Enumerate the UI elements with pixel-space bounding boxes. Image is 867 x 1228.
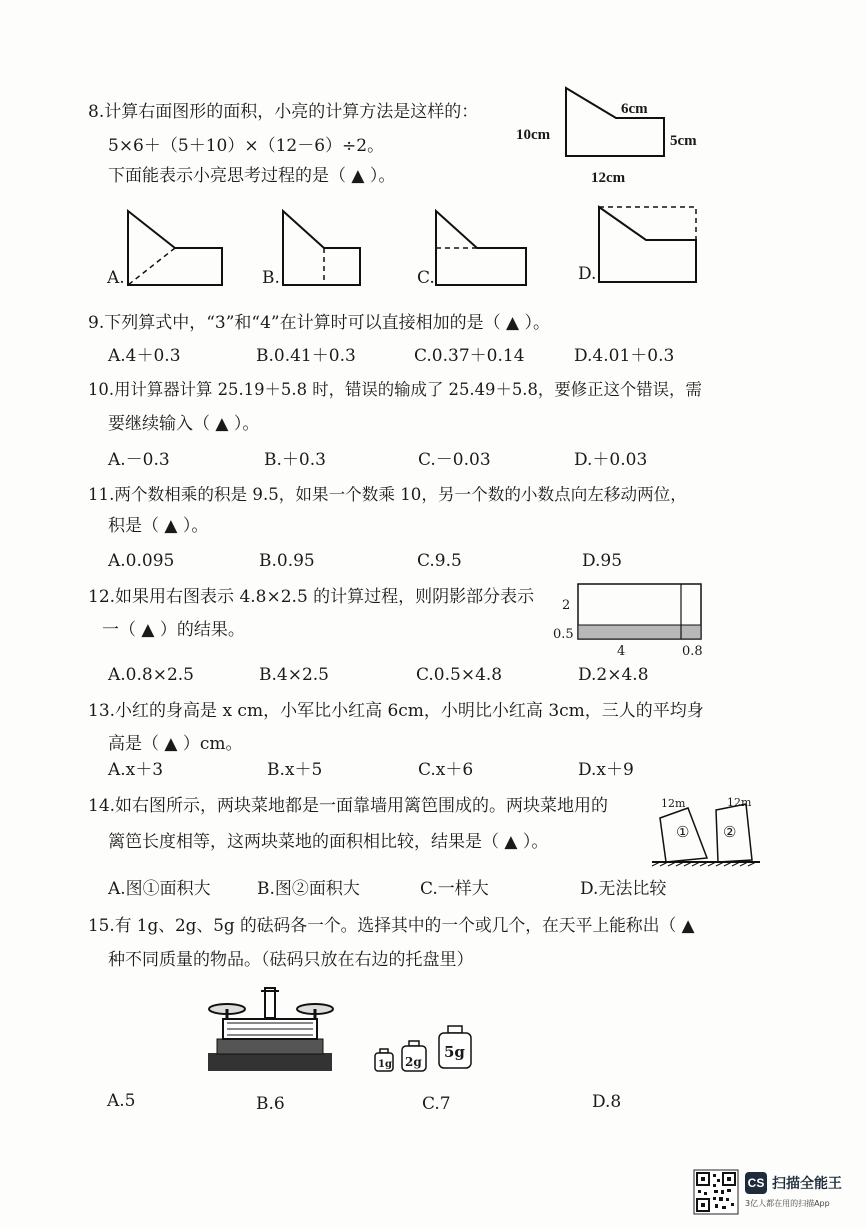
q8-option-d-figure <box>596 204 700 286</box>
camscanner-logo: CS <box>745 1172 767 1194</box>
q13-option-a[interactable]: A.x＋3 <box>108 760 164 780</box>
q10-option-a[interactable]: A.－0.3 <box>108 450 170 470</box>
q14-option-a[interactable]: A.图①面积大 <box>108 879 211 899</box>
q15-option-c[interactable]: C.7 <box>422 1094 451 1114</box>
q10-line2: 要继续输入（ ▲ ）。 <box>108 414 260 434</box>
q14-len-2: 12m <box>727 796 752 809</box>
q12-line2: 一（ ▲ ）的结果。 <box>102 620 245 640</box>
q15-option-a[interactable]: A.5 <box>107 1091 136 1111</box>
q11-line1: 11.两个数相乘的积是 9.5，如果一个数乘 10，另一个数的小数点向左移动两位， <box>88 485 687 504</box>
q14-plot-2: ② <box>723 823 737 841</box>
q13-option-d[interactable]: D.x＋9 <box>578 760 634 780</box>
q12-label-4: 4 <box>617 644 626 659</box>
q8-option-d[interactable]: D. <box>578 264 597 284</box>
q8-option-a-figure <box>125 208 225 288</box>
q10-line1: 10.用计算器计算 25.19＋5.8 时，错误的输成了 25.49＋5.8，要修正这个错误，需 <box>88 380 702 399</box>
q10-option-b[interactable]: B.＋0.3 <box>264 450 326 470</box>
q14-line1: 14.如右图所示，两块菜地都是一面靠墙用篱笆围成的。两块菜地用的 <box>88 796 609 816</box>
q14-option-c[interactable]: C.一样大 <box>420 879 489 899</box>
q8-option-b-figure <box>280 208 365 288</box>
q8-option-c-figure <box>433 208 533 288</box>
q9-option-d[interactable]: D.4.01＋0.3 <box>574 346 675 366</box>
q11-option-d[interactable]: D.95 <box>582 551 623 571</box>
q12-option-d[interactable]: D.2×4.8 <box>578 665 649 685</box>
q8-main-figure <box>560 85 720 165</box>
q11-option-a[interactable]: A.0.095 <box>108 551 175 571</box>
q8-option-a[interactable]: A. <box>107 268 125 288</box>
q10-option-d[interactable]: D.＋0.03 <box>574 450 648 470</box>
balance-scale-image <box>205 985 335 1075</box>
weight-5g-label: 5g <box>444 1043 465 1061</box>
q14-len-1: 12m <box>661 797 686 810</box>
q12-label-2: 2 <box>562 598 571 613</box>
q15-option-d[interactable]: D.8 <box>592 1092 622 1112</box>
q13-line2: 高是（ ▲ ）cm。 <box>108 734 243 754</box>
q14-plot-1: ① <box>676 823 690 841</box>
q8-option-b[interactable]: B. <box>262 268 280 288</box>
q14-line2: 篱笆长度相等，这两块菜地的面积相比较，结果是（ ▲ ）。 <box>108 832 549 852</box>
q8-label-left: 10cm <box>516 127 551 143</box>
q12-option-c[interactable]: C.0.5×4.8 <box>416 665 503 685</box>
weight-2g-label: 2g <box>405 1055 422 1069</box>
q15-line2: 种不同质量的物品。（砝码只放在右边的托盘里） <box>108 950 474 970</box>
camscanner-brand: 扫描全能王 <box>772 1176 842 1192</box>
q9-option-a[interactable]: A.4＋0.3 <box>108 346 181 366</box>
q14-option-b[interactable]: B.图②面积大 <box>257 879 360 899</box>
q12-option-b[interactable]: B.4×2.5 <box>259 665 329 685</box>
q13-line1: 13.小红的身高是 x cm，小军比小红高 6cm，小明比小红高 3cm，三人的平均身 <box>88 701 704 721</box>
q8-option-c[interactable]: C. <box>417 268 435 288</box>
q8-line2: 5×6＋（5＋10）×（12－6）÷2。 <box>108 136 385 156</box>
q13-option-c[interactable]: C.x＋6 <box>418 760 474 780</box>
q12-line1: 12.如果用右图表示 4.8×2.5 的计算过程，则阴影部分表示 <box>88 587 535 607</box>
q9-option-b[interactable]: B.0.41＋0.3 <box>256 346 356 366</box>
q14-option-d[interactable]: D.无法比较 <box>580 879 667 899</box>
q12-label-08: 0.8 <box>682 644 703 659</box>
q8-label-right: 5cm <box>670 133 697 149</box>
q9-option-c[interactable]: C.0.37＋0.14 <box>414 346 525 366</box>
q11-option-b[interactable]: B.0.95 <box>259 551 315 571</box>
q12-label-05: 0.5 <box>553 627 574 642</box>
q8-line3: 下面能表示小亮思考过程的是（ ▲ ）。 <box>108 166 396 186</box>
q15-line1: 15.有 1g、2g、5g 的砝码各一个。选择其中的一个或几个，在天平上能称出（ ▲ <box>88 915 695 935</box>
q10-option-c[interactable]: C.－0.03 <box>418 450 491 470</box>
q8-label-top: 6cm <box>621 101 648 117</box>
q8-label-bottom: 12cm <box>591 170 626 186</box>
q13-option-b[interactable]: B.x＋5 <box>267 760 323 780</box>
q12-figure <box>577 583 703 643</box>
q15-option-b[interactable]: B.6 <box>256 1094 285 1114</box>
q11-line2: 积是（ ▲ ）。 <box>108 516 209 536</box>
camscanner-tagline: 3亿人都在用的扫描App <box>745 1199 830 1208</box>
qr-code-image <box>694 1170 738 1214</box>
q8-line1: 8.计算右面图形的面积，小亮的计算方法是这样的： <box>88 102 479 122</box>
q12-option-a[interactable]: A.0.8×2.5 <box>108 665 194 685</box>
q9-stem: 9.下列算式中，“3”和“4”在计算时可以直接相加的是（ ▲ ）。 <box>88 313 550 333</box>
weight-1g-label: 1g <box>378 1059 392 1070</box>
q11-option-c[interactable]: C.9.5 <box>417 551 462 571</box>
